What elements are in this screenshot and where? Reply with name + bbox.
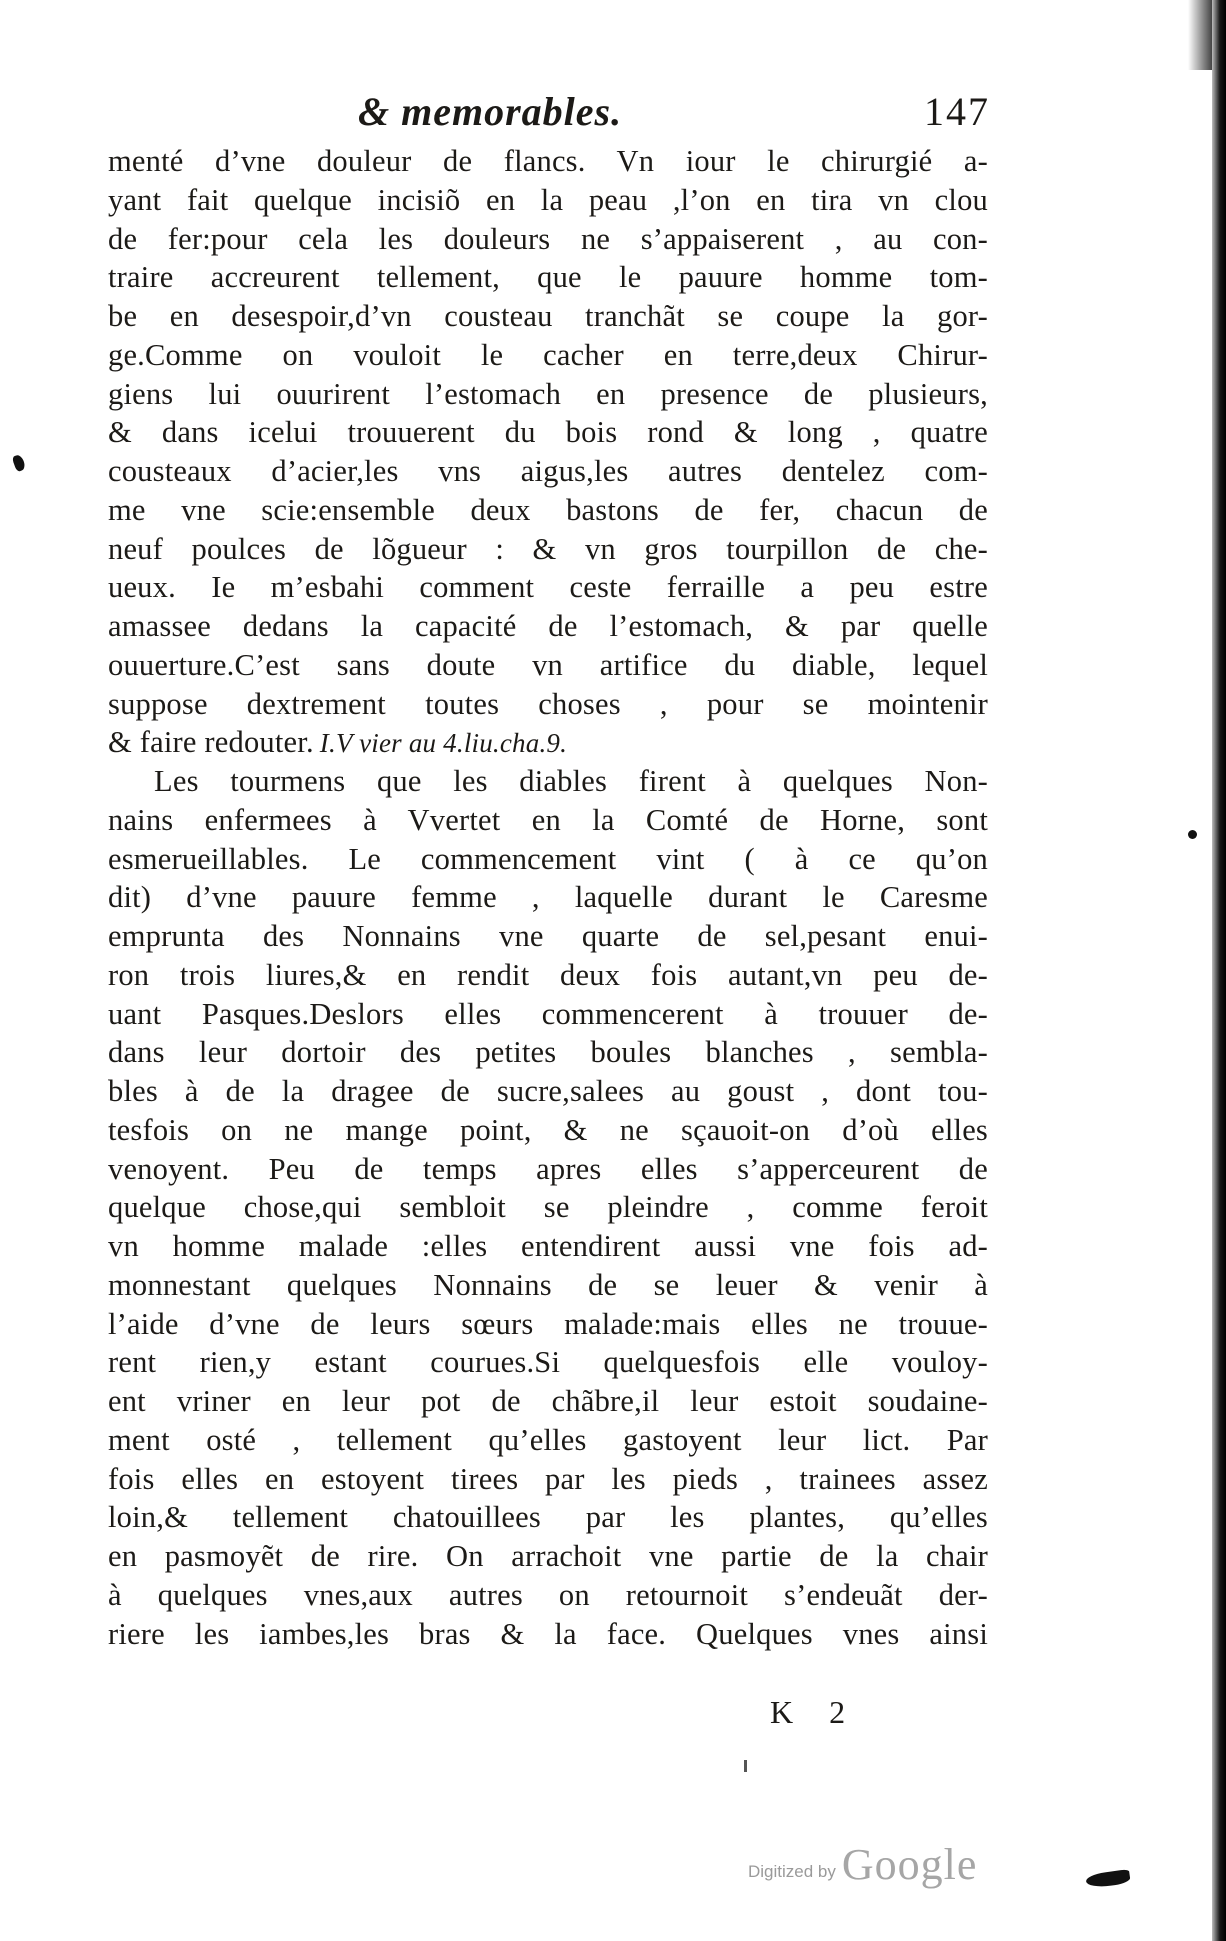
text-line: suppose dextrement toutes choses , pour se mointenir — [108, 686, 988, 721]
text-line: ge.Comme on vouloit le cacher en terre,deux Chirur- — [108, 337, 988, 372]
text-line: en pasmoyẽt de rire. On arrachoit vne partie de la chair — [108, 1539, 988, 1573]
running-title: & memorables. — [358, 89, 623, 134]
text-line: ment osté , tellement qu’elles gastoyent leur lict. Par — [108, 1422, 988, 1457]
text-line: be en desespoir,d’vn cousteau tranchãt se coupe la gor- — [108, 299, 988, 333]
text-line: venoyent. Peu de temps apres elles s’apperceurent de — [108, 1151, 988, 1186]
text-line: amassee dedans la capacité de l’estomach, & par quelle — [108, 609, 988, 643]
text-line: loin,& tellement chatouillees par les plantes, qu’elles — [108, 1500, 988, 1535]
text-line: ent vriner en leur pot de chãbre,il leur estoit soudaine- — [108, 1384, 988, 1418]
text-line: emprunta des Nonnains vne quarte de sel,pesant enui- — [108, 919, 988, 953]
text-line: uant Pasques.Deslors elles commencerent à trouuer de- — [108, 996, 988, 1031]
text-line: ueux. Ie m’esbahi comment ceste ferraille a peu estre — [108, 570, 988, 605]
page-number: 147 — [924, 89, 990, 134]
corner-ink-smudge — [1085, 1869, 1131, 1889]
text-line: menté d’vne douleur de flancs. Vn iour le chirurgié a- — [108, 144, 988, 178]
margin-ink-mark — [12, 454, 27, 472]
text-line: monnestant quelques Nonnains de se leuer & venir à — [108, 1267, 988, 1302]
watermark-prefix: Digitized by — [748, 1862, 836, 1881]
margin-ink-dot — [1188, 830, 1197, 839]
signature-mark: K 2 — [770, 1694, 860, 1730]
text-line: traire accreurent tellement, que le pauure homme tom- — [108, 260, 988, 295]
ink-tick — [744, 1760, 747, 1772]
text-line-end: & faire redouter. — [108, 725, 314, 760]
paragraph-start-line: Les tourmens que les diables firent à quelques Non- — [154, 764, 988, 798]
text-line: nains enfermees à Vvertet en la Comté de Horne, sont — [108, 802, 988, 837]
marginal-citation: I.V vier au 4.liu.cha.9. — [319, 728, 568, 759]
text-line: cousteaux d’acier,les vns aigus,les autres dentelez com- — [108, 454, 988, 488]
body-text — [108, 142, 988, 1653]
text-line: dans leur dortoir des petites boules blanches , sembla- — [108, 1035, 988, 1070]
text-line: ron trois liures,& en rendit deux fois autant,vn peu de- — [108, 957, 988, 992]
text-line-with-citation — [108, 723, 988, 762]
text-line: vn homme malade :elles entendirent aussi vne fois ad- — [108, 1229, 988, 1263]
text-line: riere les iambes,les bras & la face. Quelques vnes ainsi — [108, 1616, 988, 1651]
google-logo: Google — [841, 1840, 978, 1889]
text-line: à quelques vnes,aux autres on retournoit s’endeuãt der- — [108, 1577, 988, 1612]
text-line: dit) d’vne pauure femme , laquelle durant le Caresme — [108, 880, 988, 915]
text-line: tesfois on ne mange point, & ne sçauoit-on d’où elles — [108, 1112, 988, 1147]
text-line: esmerueillables. Le commencement vint ( à ce qu’on — [108, 841, 988, 876]
digitization-watermark — [748, 1842, 977, 1890]
text-line: giens lui ouurirent l’estomach en presence de plusieurs, — [108, 376, 988, 411]
page-header — [100, 88, 990, 144]
text-line: fois elles en estoyent tirees par les pieds , trainees assez — [108, 1461, 988, 1496]
text-line: bles à de la dragee de sucre,salees au goust , dont tou- — [108, 1074, 988, 1108]
text-line: quelque chose,qui sembloit se pleindre , comme feroit — [108, 1190, 988, 1225]
text-line: neuf poulces de lõgueur : & vn gros tourpillon de che- — [108, 531, 988, 566]
text-line: yant fait quelque incisiõ en la peau ,l’on en tira vn clou — [108, 182, 988, 217]
text-line: l’aide d’vne de leurs sœurs malade:mais elles ne trouue- — [108, 1306, 988, 1341]
text-line: de fer:pour cela les douleurs ne s’appaiserent , au con- — [108, 221, 988, 256]
text-line: rent rien,y estant courues.Si quelquesfois elle vouloy- — [108, 1345, 988, 1380]
page-edge-top-shadow — [1188, 0, 1212, 70]
text-line: me vne scie:ensemble deux bastons de fer, chacun de — [108, 492, 988, 527]
text-line: & dans icelui trouuerent du bois rond & long , quatre — [108, 415, 988, 450]
text-line: ouuerture.C’est sans doute vn artifice du diable, lequel — [108, 647, 988, 682]
page-edge-shadow — [1212, 0, 1226, 1941]
